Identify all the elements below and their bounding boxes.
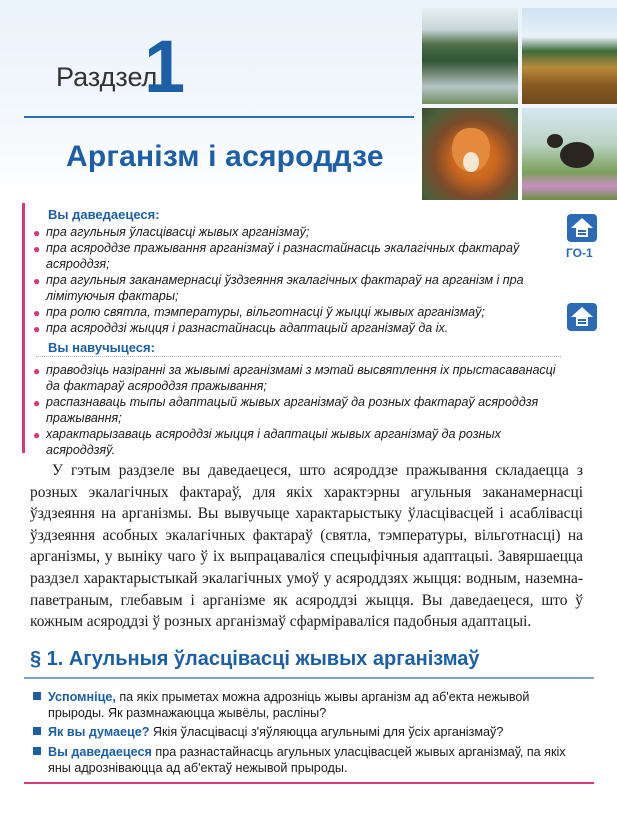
bird-body-shape (560, 142, 594, 168)
objectives-divider (36, 356, 561, 357)
skills-item: ● характарызаваць асяроддзі жыцця і адаптацыі жывых арганізмаў да розных асяроддзяў. (33, 427, 501, 457)
question-learn: Вы даведаецеся пра разнастайнасць агульных уласцівасцей жывых арганізмаў, па якіх яны адрозніваюцца ад аб'ектаў нежывой прыроды. (48, 744, 576, 776)
skills-item: ● распазнаваць тыпы адаптацый жывых арганізмаў да розных фактараў асяроддзя пражывання; (33, 395, 539, 425)
learn-heading: Вы даведаецеся: (48, 207, 160, 222)
home-arrow-icon[interactable] (567, 214, 597, 242)
learn-item: ● пра асяроддзі жыцця і разнастайнасць адаптацый арганізмаў да іх. (33, 321, 449, 336)
skills-heading: Вы навучыцеся: (48, 340, 155, 355)
intro-paragraph: У гэтым раздзеле вы даведаецеся, што асяроддзе пражывання складаецца з розных экалагічных фактараў, для якіх характэрны агульныя заканамернасці ўздзеяння на арганізмы. Вы вывучыце характарыстыку ўласцівасцей і асаблівасці ўздзеяння асобных экалагічных фактараў (святла, тэмпературы, вільготнасці) на арганізмы, у выніку чаго ў іх выпрацаваліся спецыфічныя адаптацыі. Завяршаецца раздзел характарыстыкай экалагічных умоў у асяроддзях жыцця: водным, наземна-паветраным, глебавым і арганізме як асяроддзі жыцця. Вы даведаецеся, што ў кожным асяроддзі ў розных арганізмаў сфарміраваліся падобныя адаптацыі. (30, 462, 583, 631)
question-think: Як вы думаеце? Якія ўласцівасці з'яўляюцца агульнымі для ўсіх арганізмаў? (48, 724, 576, 740)
square-bullet-icon (33, 727, 41, 735)
bird-head-shape (547, 134, 563, 148)
go-reference-label: ГО-1 (566, 246, 593, 260)
section-number: 1 (144, 25, 186, 108)
header-divider (24, 116, 414, 118)
fox-snout-shape (463, 152, 479, 172)
square-bullet-icon (33, 692, 41, 700)
learn-item: ● пра асяроддзе пражывання арганізмаў і разнастайнасць экалагічных фактараў асяроддзя; (33, 241, 520, 271)
bottom-divider (24, 782, 594, 784)
chapter-title: Арганізм і асяроддзе (66, 140, 384, 173)
section-divider (24, 677, 594, 679)
learn-item: ● пра ролю святла, тэмпературы, вільготнасці ў жыцці жывых арганізмаў; (33, 305, 485, 320)
learn-item: ● пра агульныя ўласцівасці жывых арганізмаў; (33, 225, 310, 240)
objectives-accent-bar (22, 203, 25, 453)
section-word: Раздзел (56, 62, 158, 92)
skills-item: ● праводзіць назіранні за жывымі арганізмамі з мэтай высвятлення іх прыстасаванасці да фактараў асяроддзя пражывання; (33, 363, 556, 393)
marsh-photo (522, 8, 617, 104)
question-recall: Успомніце, па якіх прыметах можна адрозніць жывы арганізм ад аб'екта нежывой прыроды. Як размнажаюцца жывёлы, расліны? (48, 689, 576, 721)
forest-lake-photo (422, 8, 518, 104)
section-title: § 1. Агульныя ўласцівасці жывых арганізмаў (30, 648, 480, 670)
square-bullet-icon (33, 747, 41, 755)
learn-item: ● пра агульныя заканамернасці ўздзеяння экалагічных фактараў на арганізм і пра лімітуючыя фактары; (33, 273, 524, 303)
home-arrow-icon-2[interactable] (567, 303, 597, 331)
